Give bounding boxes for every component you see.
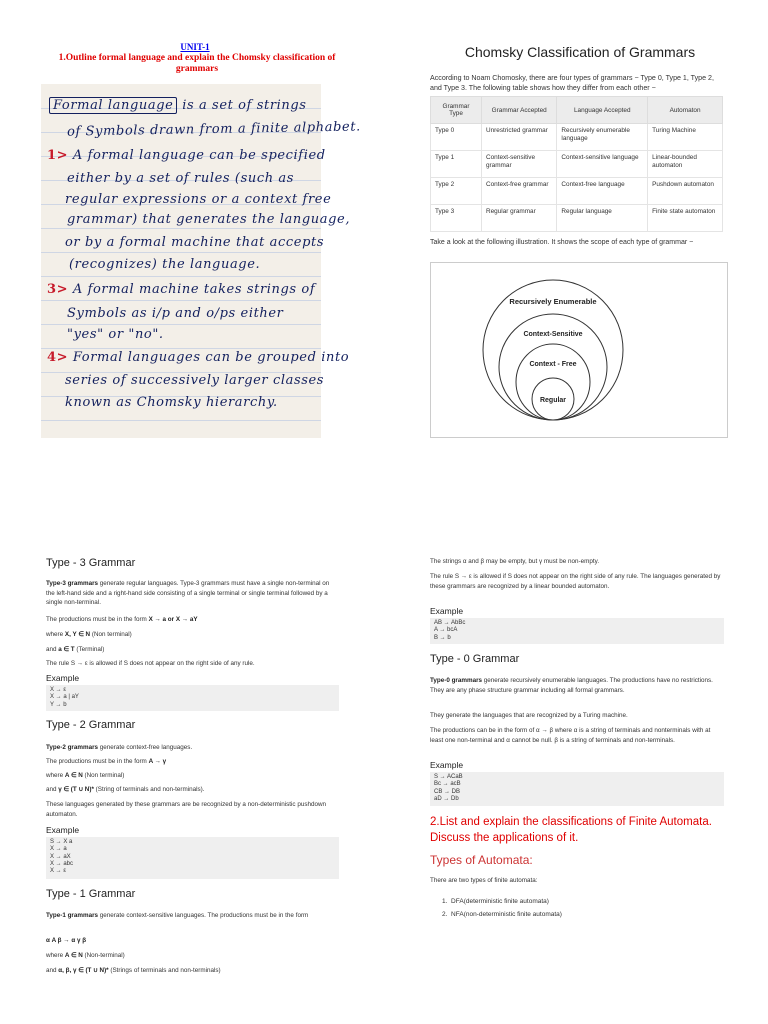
table-cell: Recursively enumerable language [557, 124, 648, 151]
type1-and: and α, β, γ ∈ (T ∪ N)* (Strings of terminals and non-terminals) [46, 967, 221, 974]
type2-and: and γ ∈ (T ∪ N)* (String of terminals and non-terminals). [46, 786, 205, 793]
code-line: X → ε [50, 687, 67, 693]
table-cell: Context-free language [557, 178, 648, 205]
type3-and: and a ∈ T (Terminal) [46, 646, 105, 653]
table-row [431, 178, 723, 205]
types-of-automata-heading: Types of Automata: [430, 853, 533, 867]
table-cell: Type 1 [431, 151, 482, 178]
types-intro: There are two types of finite automata: [430, 877, 538, 884]
code-line: X → aX [50, 853, 71, 860]
type3-heading: Type - 3 Grammar [46, 557, 136, 569]
type3-rule: The rule S → ε is allowed if S does not appear on the right side of any rule. [46, 660, 255, 667]
type0-form: The productions can be in the form of α → β where α is a string of terminals and nonterminals with at least one non-terminal and α cannot be null. β is a string of terminals and non-terminals. [430, 727, 711, 744]
type2-example-code [46, 837, 339, 879]
handwriting-line: or by a formal machine that accepts [65, 235, 325, 250]
table-header: Automaton [648, 97, 723, 124]
code-line: X → a [50, 846, 67, 853]
chomsky-intro: According to Noam Chomosky, there are four types of grammars − Type 0, Type 1, Type 2, and Type 3. The following table shows how they differ from each other − [430, 74, 714, 92]
unit-heading: UNIT-1 [180, 42, 210, 52]
handwriting-line: known as Chomsky hierarchy. [65, 395, 278, 410]
type3-form: The productions must be in the form X → a or X → aY [46, 616, 198, 623]
type0-turing: They generate the languages that are recognized by a Turing machine. [430, 712, 628, 719]
chomsky-title: Chomsky Classification of Grammars [464, 44, 696, 60]
type1-desc: Type-1 grammars generate context-sensitive languages. The productions must be in the form [46, 912, 309, 919]
type3-example-code [46, 685, 339, 711]
type1-example-heading: Example [430, 606, 464, 616]
table-row [431, 205, 723, 232]
type2-desc: Type-2 grammars generate context-free languages. [46, 744, 193, 751]
code-line: aD → Db [434, 795, 459, 802]
type0-example-heading: Example [430, 760, 464, 770]
table-cell: Type 0 [431, 124, 482, 151]
table-cell: Context-free grammar [482, 178, 557, 205]
venn-label: Context - Free [529, 361, 577, 368]
grammar-table [430, 96, 723, 232]
table-cell: Type 2 [431, 178, 482, 205]
handwriting-line: of Symbols drawn from a finite alphabet. [66, 119, 361, 140]
type1-form: α A β → α γ β [46, 937, 87, 944]
type3-desc: Type-3 grammars generate regular languages. Type-3 grammars must have a single non-terminal on the left-hand side and a right-hand side consisting of a single terminal or single terminal followed by a single non-terminal. [46, 580, 330, 606]
code-line: X → abc [50, 860, 74, 867]
venn-label: Regular [539, 397, 567, 404]
table-cell: Regular language [557, 205, 648, 232]
table-cell: Pushdown automaton [648, 178, 723, 205]
handwriting-line: grammar) that generates the language, [67, 212, 351, 227]
list-item: 1. DFA(deterministic finite automata) [442, 898, 549, 905]
handwriting-line: "yes" or "no". [67, 327, 164, 342]
handwriting-line: series of successively larger classes [65, 373, 325, 388]
question-2: 2.List and explain the classifications of Finite Automata. Discuss the applications of it. [430, 816, 712, 844]
code-line: Y → b [50, 701, 67, 708]
type3-where: where X, Y ∈ N (Non terminal) [46, 631, 132, 638]
type1-where: where A ∈ N (Non-terminal) [46, 952, 125, 959]
code-line: X → a | aY [50, 694, 79, 701]
table-header: Language Accepted [557, 97, 648, 124]
handwriting-line: regular expressions or a context free [65, 192, 332, 207]
type0-heading: Type - 0 Grammar [430, 653, 520, 665]
handwriting-line: 4> Formal languages can be grouped into [47, 350, 350, 365]
table-cell: Finite state automaton [648, 205, 723, 232]
code-line: S → ACaB [434, 774, 463, 780]
type3-example-heading: Example [46, 673, 80, 683]
handwriting-line: 1> A formal language can be specified [47, 148, 326, 163]
type2-recognized: These languages generated by these grammars are be recognized by a non-deterministic pushdown automaton. [46, 801, 327, 818]
handwritten-notes-image [41, 84, 361, 438]
type2-heading: Type - 2 Grammar [46, 719, 136, 731]
code-line: B → b [434, 634, 451, 641]
venn-svg [431, 263, 727, 437]
table-header-row [431, 97, 723, 124]
table-header: Grammar Accepted [482, 97, 557, 124]
chomsky-hierarchy-diagram [430, 262, 728, 438]
type0-example-code [430, 772, 724, 806]
table-cell: Type 3 [431, 205, 482, 232]
table-header: Grammar Type [431, 97, 482, 124]
type1-example-code [430, 618, 724, 644]
venn-label: Context-Sensitive [523, 331, 583, 338]
code-line: X → ε [50, 868, 67, 875]
illustration-caption: Take a look at the following illustration. It shows the scope of each type of grammar − [430, 239, 694, 246]
handwriting-line: Symbols as i/p and o/ps either [67, 306, 284, 321]
handwriting-line: either by a set of rules (such as [67, 171, 295, 186]
table-cell: Context-sensitive grammar [482, 151, 557, 178]
type2-where: where A ∈ N (Non terminal) [46, 772, 125, 779]
type2-example-heading: Example [46, 825, 80, 835]
type1-heading: Type - 1 Grammar [46, 888, 136, 900]
handwriting-line: (recognizes) the language. [69, 257, 261, 272]
table-cell: Turing Machine [648, 124, 723, 151]
table-row [431, 124, 723, 151]
list-item: 2. NFA(non-deterministic finite automata) [442, 911, 562, 918]
handwriting-line: Formal language is a set of strings [49, 98, 307, 113]
handwriting-line: 3> A formal machine takes strings of [47, 282, 316, 297]
code-line: A → bcA [434, 627, 458, 634]
code-line: S → X a [50, 839, 73, 845]
table-cell: Unrestricted grammar [482, 124, 557, 151]
type0-desc: Type-0 grammars generate recursively enumerable languages. The productions have no restrictions. They are any phase structure grammar including all formal grammars. [430, 677, 713, 694]
code-line: Bc → acB [434, 781, 461, 788]
table-cell: Context-sensitive language [557, 151, 648, 178]
type1-strings-note: The strings α and β may be empty, but γ must be non-empty. [430, 558, 600, 565]
code-line: CB → DB [434, 788, 461, 795]
type2-form: The productions must be in the form A → γ [46, 758, 167, 765]
type1-rule-note: The rule S → ε is allowed if S does not appear on the right side of any rule. The languages generated by these grammars are recognized by a linear bounded automaton. [430, 573, 721, 590]
venn-label: Recursively Enumerable [509, 297, 597, 306]
table-row [431, 151, 723, 178]
code-line: AB → AbBc [434, 620, 466, 626]
table-cell: Regular grammar [482, 205, 557, 232]
question-1: 1.Outline formal language and explain the Chomsky classification of grammars [58, 53, 336, 74]
table-cell: Linear-bounded automaton [648, 151, 723, 178]
